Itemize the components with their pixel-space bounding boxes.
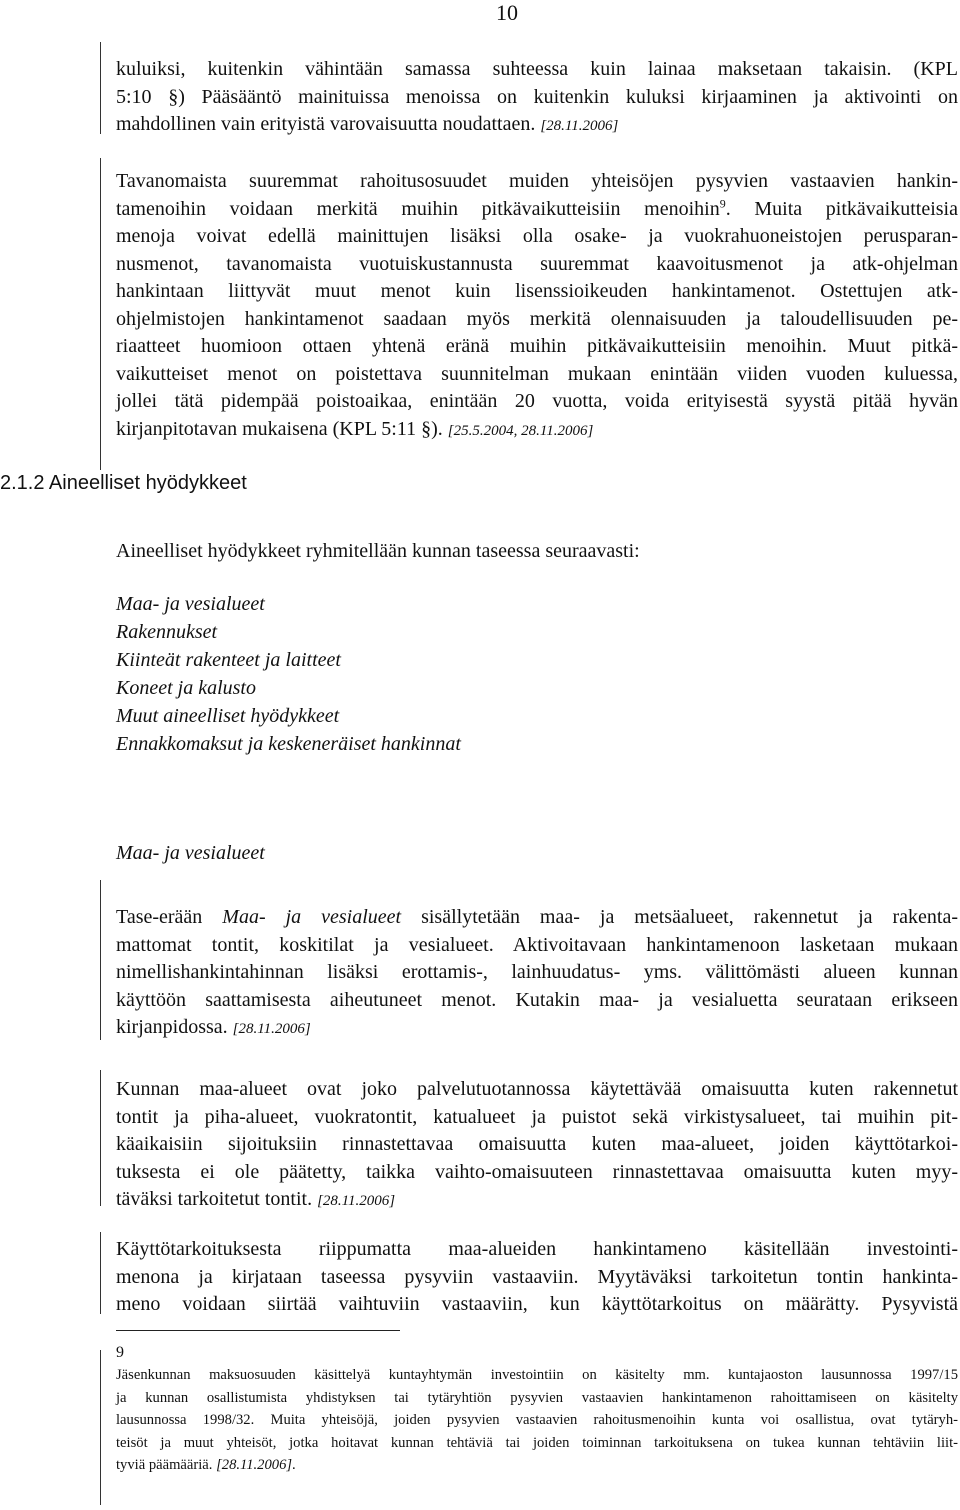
text-line: tuksesta ei ole päätetty, taikka vaihto-omaisuuteen rinnastettavaa omaisuutta kuten myy- [116, 1160, 958, 1183]
footnote-line: teisöt ja muut yhteisöt, jotka hoitavat kunnan tehtäviä tai joiden toiminnan tarkoituksena on tukea kunnan tehtäviin liit- [116, 1434, 958, 1451]
text-line: nusmenot, tavanomaista vuotuiskustannusta suuremmat kaavoitusmenot ja atk-ohjelman [116, 252, 958, 275]
text-line: meno voidaan siirtää vaihtuviin vastaaviin, kun käyttötarkoitus on määrätty. Pysyvistä [116, 1293, 958, 1315]
change-bar [100, 158, 101, 470]
text-line: Kunnan maa-alueet ovat joko palvelutuotannossa käytettävää omaisuutta kuten rakennetut [116, 1078, 958, 1100]
change-bar [100, 1070, 101, 1206]
paragraph-2 [116, 168, 958, 445]
revision-date: [28.11.2006] [232, 1021, 311, 1037]
text-line: käaikaisiin sijoituksiin rinnastettavaa omaisuutta kuten maa-alueet, joiden käyttötarkoi- [116, 1133, 958, 1155]
text-line: kirjanpidossa. [28.11.2006] [116, 1016, 311, 1038]
text-line: täväksi tarkoitetut tontit. [28.11.2006] [116, 1188, 396, 1210]
text-line: tamenoihin voidaan merkitä muihin pitkävaikutteisiin menoihin$^9$. Muita pitkävaikutteisia [116, 195, 958, 220]
text-line: kirjanpitotavan mukaisena (KPL 5:11 §). [25.5.2004, 28.11.2006] [116, 417, 594, 440]
text-line: nimellishankintahinnan lisäksi erottamis-, lainhuudatus- yms. välittömästi alueen kunnan [116, 961, 958, 983]
footnote-ref: 9 [719, 195, 726, 210]
list-item: Kiinteät rakenteet ja laitteet [116, 649, 341, 671]
category-list [116, 590, 461, 758]
text-line: 5:10 §) Pääsääntö mainituissa menoissa on kuitenkin kuluksi kirjaaminen ja aktivointi on [116, 85, 958, 108]
footnote-line: Jäsenkunnan maksuosuuden käsittelyä kuntayhtymän investointiin on käsitelty mm. kuntajaoston lausunnossa 1997/15 [116, 1367, 958, 1383]
text-line: tontit ja piha-alueet, vuokratontit, katualueet ja puistot sekä virkistysalueet, tai muihin pit- [116, 1105, 958, 1128]
text-line: käyttöön saattamisesta aiheutuneet menot. Kutakin maa- ja vesialuetta seurataan erikseen [116, 988, 958, 1011]
text-line: kuluiksi, kuitenkin vähintään samassa suhteessa kuin lainaa maksetaan takaisin. (KPL [116, 58, 958, 80]
paragraph-3 [116, 904, 958, 1044]
text-line: vaikutteiset menot on poistettava suunnitelman mukaan enintään viiden vuoden kuluessa, [116, 362, 958, 385]
section-heading: 2.1.2 Aineelliset hyödykkeet [0, 472, 247, 494]
paragraph-5 [116, 1236, 958, 1319]
revision-date: [28.11.2006] [540, 118, 619, 134]
text-line: Tavanomaista suuremmat rahoitusosuudet muiden yhteisöjen pysyvien vastaavien hankin- [116, 170, 958, 192]
revision-date: [25.5.2004, 28.11.2006] [447, 422, 594, 439]
list-item: Koneet ja kalusto [116, 677, 256, 699]
text-line: riaatteet huomioon ottaen yhtenä eränä muihin pitkävaikutteisiin menoihin. Muut pitkä- [116, 335, 958, 357]
revision-date: [28.11.2006] [317, 1193, 396, 1209]
subheading: Maa- ja vesialueet [116, 842, 265, 864]
footnote-line: ja kunnan osallistumista yhdistyksen tai tytäryhtiön pysyvien vastaavien hankintamenon rahoittamiseen on käsitelty [116, 1389, 958, 1406]
footnote-separator [116, 1330, 400, 1331]
footnote-line: lausunnossa 1998/32. Muita yhteisöjä, joiden pysyvien vastaavien rahoitusmenoihin kunta voi osallistua, ovat tytäryh- [116, 1412, 958, 1428]
revision-date: [28.11.2006] [216, 1457, 293, 1473]
page-number: 10 [496, 0, 518, 25]
text-line: Käyttötarkoituksesta riippumatta maa-alueiden hankintameno käsitellään investointi- [116, 1238, 958, 1260]
list-item: Muut aineelliset hyödykkeet [116, 705, 340, 727]
text-line: menoja voivat edellä mainittujen lisäksi olla osake- ja vuokrahuoneistojen perusparan- [116, 225, 958, 247]
text-line: hankintaan liittyvät muut menot kuin lisenssioikeuden hankintamenot. Ostettujen atk- [116, 280, 958, 302]
text-line: menona ja kirjataan taseessa pysyviin vastaaviin. Myytäväksi tarkoitetun tontin hankinta- [116, 1265, 958, 1288]
list-item: Rakennukset [116, 621, 218, 643]
intro-text: Aineelliset hyödykkeet ryhmitellään kunnan taseessa seuraavasti: [116, 540, 640, 562]
paragraph-1 [116, 56, 958, 141]
change-bar [100, 1350, 101, 1505]
list-item: Maa- ja vesialueet [116, 593, 265, 615]
change-bar [100, 42, 101, 134]
footnote-number: 9 [116, 1344, 124, 1361]
text-line: Tase-erään Maa- ja vesialueet sisällytetään maa- ja metsäalueet, rakennetut ja rakenta- [116, 906, 958, 928]
list-item: Ennakkomaksut ja keskeneräiset hankinnat [116, 733, 461, 755]
footnote-line: tyviä päämääriä. [28.11.2006]. [116, 1457, 296, 1473]
text-line: mattomat tontit, koskitilat ja vesialueet. Aktivoitavaan hankintamenoon lasketaan mukaan [116, 933, 958, 956]
text-line: jollei tätä pidempää poistoaikaa, enintään 20 vuotta, voida erityisestä syystä pitää hyvän [116, 390, 958, 412]
change-bar [100, 1232, 101, 1314]
text-line: ohjelmistojen hankintamenot saadaan myös merkitä olennaisuuden ja taloudellisuuden pe- [116, 307, 958, 330]
change-bar [100, 880, 101, 1040]
text-line: mahdollinen vain erityistä varovaisuutta noudattaen. [28.11.2006] [116, 113, 619, 135]
footnote [116, 1364, 958, 1477]
paragraph-4 [116, 1076, 958, 1216]
